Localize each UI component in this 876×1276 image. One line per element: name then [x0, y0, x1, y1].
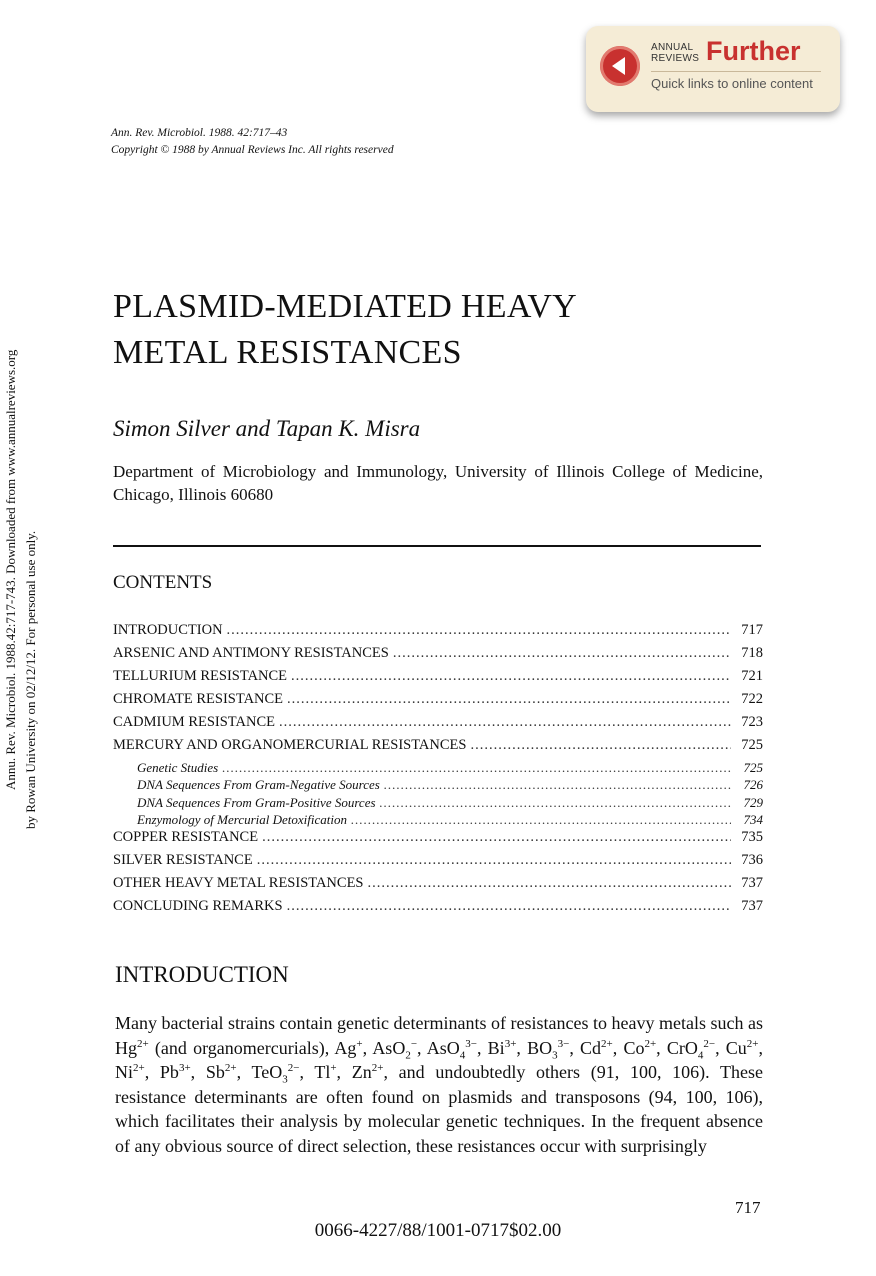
intro-text: Many bacterial strains contain genetic determinants of resistances to heavy metals such as	[115, 1013, 763, 1033]
toc-subentry[interactable]	[113, 777, 763, 794]
toc-subentry[interactable]	[113, 795, 763, 812]
badge-divider	[651, 71, 821, 72]
intro-text: , and undoubtedly others (91, 100, 106). These resistance determinants are often found on plasmids and transposons (94, 100, 106), which facilitates their analysis by molecular genetic techniques. In the frequent absence of any obvious source of direct selection, these resistances occur with surprisingly	[115, 1062, 763, 1156]
section-divider	[113, 545, 761, 547]
toc-entry[interactable]	[113, 852, 763, 875]
intro-text: (and organomercurials),	[148, 1037, 335, 1058]
toc-leader	[384, 777, 731, 793]
ion-formula: $Co^{2+}$	[623, 1037, 657, 1058]
toc-title: ARSENIC AND ANTIMONY RESISTANCES	[113, 645, 389, 661]
ion-formula: $Sb^{2+}$	[205, 1062, 237, 1083]
play-back-icon	[600, 46, 640, 86]
toc-title: COPPER RESISTANCE	[113, 829, 259, 846]
authors: Simon Silver and Tapan K. Misra	[113, 416, 421, 441]
ion-formula: CrO$_4^{2-}$	[666, 1037, 716, 1062]
further-badge[interactable]	[586, 26, 840, 112]
toc-subentry[interactable]	[113, 812, 763, 829]
journal-citation	[111, 125, 394, 159]
toc-entry[interactable]	[113, 645, 763, 668]
toc-entry[interactable]	[113, 622, 763, 645]
ion-formula: Ag+	[334, 1037, 363, 1058]
toc-title: Enzymology of Mercurial Detoxification	[137, 811, 347, 827]
article-title: PLASMID-MEDIATED HEAVY METAL RESISTANCES	[113, 288, 578, 371]
toc-leader	[380, 795, 731, 811]
introduction-paragraph: Many bacterial strains contain genetic determinants of resistances to heavy metals such as $Hg^{2+}$ (and organomercurials), Ag+, AsO$_2$−, AsO$_4^{3-}$, $Bi^{3+}$, $BO_3^{3-}$, $Cd^{2+}$, $Co^{2+}$, CrO$_4^{2-}$, $Cu^{2+}$, $Ni^{2+}$, $Pb^{3+}$, $Sb^{2+}$, TeO$_3^{2-}$, Tl+, $Zn^{2+}$, and undoubtedly others (91, 100, 106). These resistance determinants are often found on plasmids and transposons (94, 100, 106), which facilitates their analysis by molecular genetic techniques. In the frequent absence of any obvious source of direct selection, these resistances occur with surprisingly	[115, 1013, 763, 1156]
ion-formula: $Cu^{2+}$	[725, 1037, 759, 1058]
toc-page: 734	[743, 811, 763, 827]
toc-leader	[351, 812, 731, 828]
watermark-line-2: by Rowan University on 02/12/12. For personal use only.	[23, 530, 38, 830]
citation-line: Ann. Rev. Microbiol. 1988. 42:717–43	[111, 127, 288, 139]
toc-entry[interactable]	[113, 668, 763, 691]
ion-formula: TeO$_3^{2-}$	[251, 1062, 300, 1086]
toc-entry[interactable]	[113, 714, 763, 737]
toc-title: DNA Sequences From Gram-Negative Sources	[137, 777, 380, 793]
toc-page: 722	[741, 691, 763, 707]
toc-title: CONCLUDING REMARKS	[113, 898, 283, 915]
toc-leader	[368, 875, 732, 892]
page-number: 717	[735, 1198, 761, 1217]
toc-title: MERCURY AND ORGANOMERCURIAL RESISTANCES	[113, 737, 467, 753]
toc-page: 737	[741, 898, 763, 915]
toc-leader	[287, 691, 731, 708]
toc-entry[interactable]	[113, 691, 763, 714]
toc-leader	[222, 760, 731, 776]
toc-leader	[279, 714, 731, 731]
toc-title: Genetic Studies	[137, 760, 219, 775]
ion-formula: $Cd^{2+}$	[580, 1037, 613, 1058]
ion-formula: $BO_3^{3-}$	[527, 1037, 570, 1062]
toc-title: CADMIUM RESISTANCE	[113, 714, 275, 730]
toc-subentry[interactable]	[113, 760, 763, 777]
toc-page: 729	[743, 794, 763, 810]
toc-leader	[287, 898, 731, 915]
toc-page: 726	[743, 777, 763, 793]
toc-leader	[262, 829, 731, 846]
toc-page: 723	[741, 714, 763, 730]
ion-formula: AsO$_4^{3-}$	[426, 1037, 477, 1062]
table-of-contents	[113, 622, 763, 921]
badge-publisher: ANNUAL REVIEWS	[651, 42, 700, 64]
toc-page: 737	[741, 875, 763, 892]
copyright-line: Copyright © 1988 by Annual Reviews Inc. All rights reserved	[111, 144, 394, 156]
toc-leader	[257, 852, 731, 869]
ion-formula: $Zn^{2+}$	[351, 1062, 384, 1083]
contents-heading: CONTENTS	[113, 572, 213, 593]
toc-leader	[291, 668, 731, 685]
ion-formula: $Bi^{3+}$	[487, 1037, 517, 1058]
toc-page: 736	[741, 852, 763, 869]
toc-leader	[393, 645, 731, 662]
toc-entry[interactable]	[113, 875, 763, 898]
ion-formula: $Pb^{3+}$	[159, 1062, 191, 1083]
download-watermark	[3, 350, 45, 920]
ion-formula: AsO$_2$−	[372, 1037, 418, 1062]
toc-title: INTRODUCTION	[113, 622, 223, 638]
toc-page: 718	[741, 645, 763, 661]
ion-formula: Tl+	[314, 1062, 337, 1083]
badge-further-label: Further	[706, 36, 801, 66]
toc-leader	[470, 737, 731, 754]
toc-entry[interactable]	[113, 898, 763, 921]
badge-tagline: Quick links to online content	[651, 76, 813, 91]
toc-entry[interactable]	[113, 737, 763, 760]
watermark-line-1: Annu. Rev. Microbiol. 1988.42:717-743. Downloaded from www.annualreviews.org	[3, 350, 18, 791]
toc-page: 725	[743, 760, 763, 775]
toc-title: TELLURIUM RESISTANCE	[113, 668, 288, 684]
toc-page: 721	[741, 668, 763, 684]
toc-title: DNA Sequences From Gram-Positive Sources	[137, 794, 376, 810]
toc-leader	[227, 622, 731, 639]
ion-formula: $Ni^{2+}$	[115, 1062, 145, 1083]
toc-title: OTHER HEAVY METAL RESISTANCES	[113, 875, 364, 892]
toc-page: 735	[741, 829, 763, 846]
article-code: 0066-4227/88/1001-0717$02.00	[314, 1220, 562, 1241]
introduction-heading: INTRODUCTION	[115, 962, 289, 987]
toc-title: CHROMATE RESISTANCE	[113, 691, 284, 707]
toc-entry[interactable]	[113, 829, 763, 852]
ion-formula: $Hg^{2+}$	[115, 1037, 149, 1058]
toc-page: 717	[741, 622, 763, 638]
toc-page: 725	[741, 737, 763, 753]
affiliation: Department of Microbiology and Immunology, University of Illinois College of Medicine, Chicago, Illinois 60680	[113, 462, 763, 504]
toc-title: SILVER RESISTANCE	[113, 852, 253, 869]
